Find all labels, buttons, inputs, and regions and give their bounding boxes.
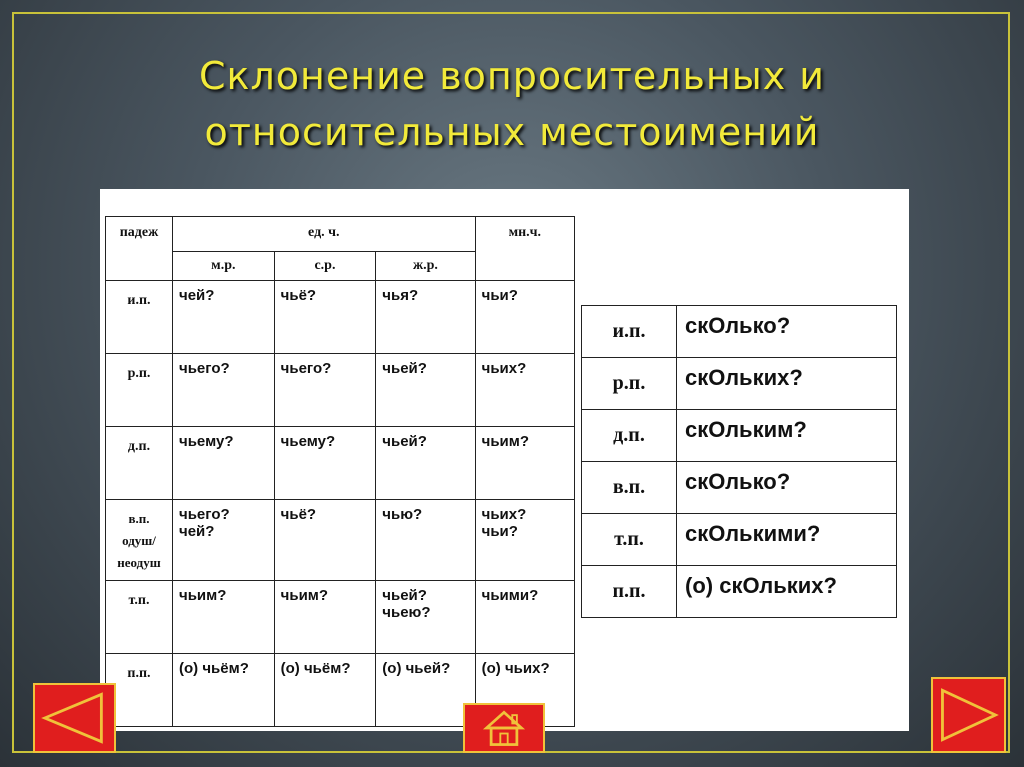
case-cell: в.п. <box>582 462 677 514</box>
form-line: чьих? <box>481 506 527 523</box>
cell-fem: чью? <box>376 500 475 581</box>
form-line: чьею? <box>382 604 431 621</box>
table-row <box>106 581 575 654</box>
table-row <box>582 566 897 618</box>
case-line: в.п. <box>128 511 150 526</box>
cell-neut: (о) чьём? <box>274 654 376 727</box>
case-cell: п.п. <box>106 654 173 727</box>
cell-fem: чьей? <box>376 427 475 500</box>
table-row <box>582 462 897 514</box>
next-slide-button[interactable] <box>931 677 1006 753</box>
case-cell: р.п. <box>582 358 677 410</box>
header-singular: ед. ч. <box>173 217 476 252</box>
cell-masc: чьего? <box>173 354 275 427</box>
triangle-right-icon <box>933 679 1004 751</box>
table-row <box>106 354 575 427</box>
triangle-left-icon <box>35 685 114 751</box>
home-button[interactable] <box>463 703 545 753</box>
table-row <box>106 281 575 354</box>
cell-plural <box>475 500 574 581</box>
content-panel <box>100 189 909 731</box>
title-line-2: относительных местоимений <box>204 110 820 154</box>
header-plural: мн.ч. <box>475 217 574 281</box>
form-line: чьего? <box>179 506 230 523</box>
cell-fem: чья? <box>376 281 475 354</box>
case-cell: д.п. <box>582 410 677 462</box>
cell-plural: (о) чьих? <box>475 654 574 727</box>
cell-masc: чей? <box>173 281 275 354</box>
header-fem: ж.р. <box>376 252 475 281</box>
form-cell: скОльких? <box>677 358 897 410</box>
cell-plural: чьим? <box>475 427 574 500</box>
case-cell: и.п. <box>106 281 173 354</box>
table-row <box>106 500 575 581</box>
table-row <box>106 427 575 500</box>
cell-neut: чьему? <box>274 427 376 500</box>
form-cell: скОлько? <box>677 462 897 514</box>
header-masc: м.р. <box>173 252 275 281</box>
table-row <box>582 358 897 410</box>
form-line: чей? <box>179 523 215 540</box>
case-line: одуш/ <box>122 533 156 548</box>
form-cell: скОльким? <box>677 410 897 462</box>
cell-neut: чьим? <box>274 581 376 654</box>
case-cell: п.п. <box>582 566 677 618</box>
header-neut: с.р. <box>274 252 376 281</box>
house-icon <box>465 705 543 751</box>
form-line: чьей? <box>382 587 427 604</box>
cell-fem <box>376 581 475 654</box>
cell-plural: чьими? <box>475 581 574 654</box>
previous-slide-button[interactable] <box>33 683 116 753</box>
form-cell: (о) скОльких? <box>677 566 897 618</box>
title-line-1: Склонение вопросительных и <box>198 54 825 98</box>
cell-masc: (о) чьём? <box>173 654 275 727</box>
form-cell: скОлько? <box>677 306 897 358</box>
case-cell: т.п. <box>582 514 677 566</box>
cell-fem: (о) чьей? <box>376 654 475 727</box>
cell-plural: чьи? <box>475 281 574 354</box>
case-cell: т.п. <box>106 581 173 654</box>
case-cell: и.п. <box>582 306 677 358</box>
cell-plural: чьих? <box>475 354 574 427</box>
table-row <box>582 514 897 566</box>
case-cell: р.п. <box>106 354 173 427</box>
slide-title <box>0 48 1024 160</box>
form-line: чьи? <box>481 523 518 540</box>
cell-neut: чьего? <box>274 354 376 427</box>
cell-neut: чьё? <box>274 281 376 354</box>
table-row <box>582 410 897 462</box>
skolko-declension-table <box>581 305 897 618</box>
case-cell: д.п. <box>106 427 173 500</box>
cell-masc: чьему? <box>173 427 275 500</box>
cell-fem: чьей? <box>376 354 475 427</box>
cell-masc <box>173 500 275 581</box>
cell-masc: чьим? <box>173 581 275 654</box>
table-row <box>582 306 897 358</box>
header-case: падеж <box>106 217 173 281</box>
case-cell <box>106 500 173 581</box>
cell-neut: чьё? <box>274 500 376 581</box>
chej-declension-table <box>105 216 575 727</box>
case-line: неодуш <box>117 555 161 570</box>
form-cell: скОлькими? <box>677 514 897 566</box>
